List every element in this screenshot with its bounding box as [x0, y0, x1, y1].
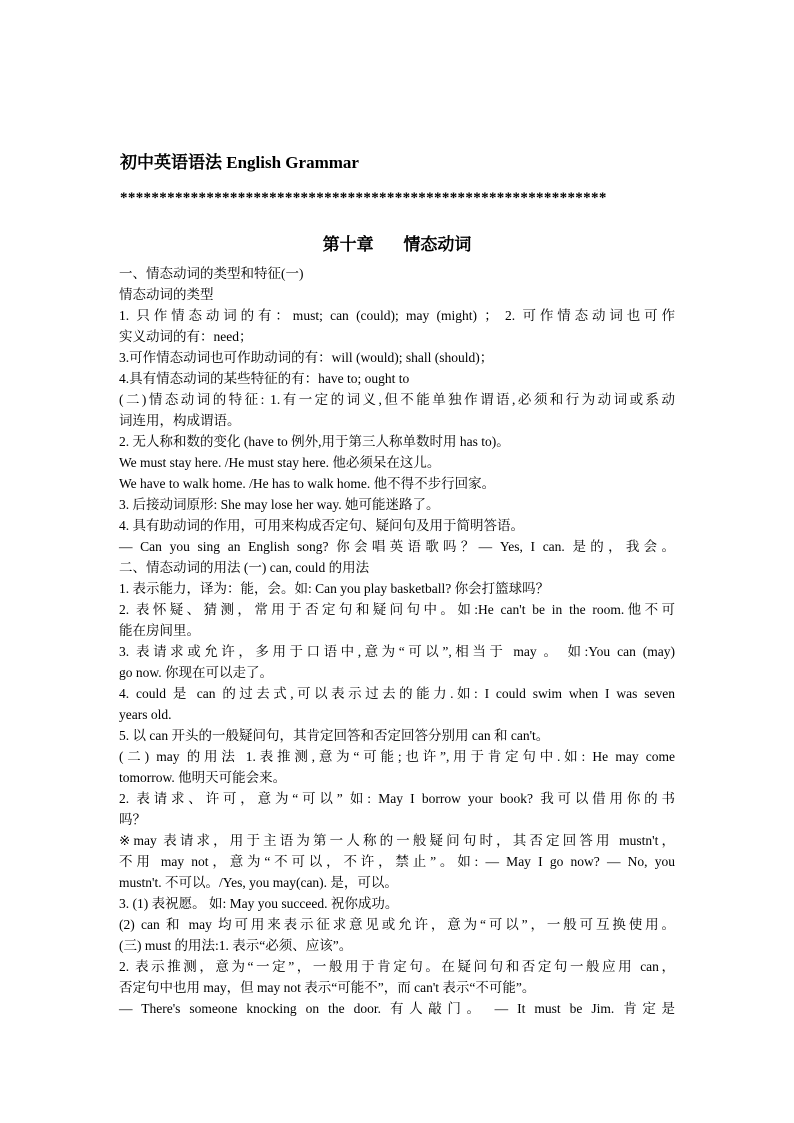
body-line: 1. 表示能力，译为：能，会。如: Can you play basketball? 你会打篮球吗？	[119, 581, 550, 596]
document-title: 初中英语语法 English Grammar	[120, 153, 359, 172]
body-line: 3.可作情态动词也可作助动词的有：will (would); shall (should)；	[119, 350, 494, 365]
separator-line: **************************************************************	[120, 190, 607, 206]
body-line: (二) may 的用法 1.表推测,意为“可能;也许”,用于肯定句中.如: He may come	[119, 749, 675, 764]
document-body	[119, 263, 675, 1019]
body-line: mustn't. 不可以。/Yes, you may(can). 是，可以。	[119, 875, 398, 890]
chapter-heading: 第十章 情态动词	[322, 235, 472, 254]
body-line: 2. 无人称和数的变化 (have to 例外,用于第三人称单数时用 has to)。	[119, 434, 510, 449]
body-line: — There's someone knocking on the door. 有人敲门。 — It must be Jim. 肯定是	[119, 1001, 675, 1016]
body-line: 2. 表示推测，意为“一定”，一般用于肯定句。在疑问句和否定句一般应用 can，	[119, 959, 675, 974]
body-line: 3. (1) 表祝愿。 如: May you succeed. 祝你成功。	[119, 896, 399, 911]
body-line: 能在房间里。	[119, 623, 200, 638]
body-line: 否定句中也用 may，但 may not 表示“可能不”，而 can't 表示“不可能”。	[119, 980, 536, 995]
body-line: 情态动词的类型	[119, 287, 214, 302]
body-line: go now. 你现在可以走了。	[119, 665, 273, 680]
body-line: 5. 以 can 开头的一般疑问句，其肯定回答和否定回答分别用 can 和 can't。	[119, 728, 550, 743]
body-line: 2. 表请求、许可，意为“可以” 如: May I borrow your book? 我可以借用你的书	[119, 791, 675, 806]
body-line: — Can you sing an English song? 你会唱英语歌吗？— Yes, I can. 是的，我会。	[119, 539, 675, 554]
body-line: 4. 具有助动词的作用，可用来构成否定句、疑问句及用于简明答语。	[119, 518, 524, 533]
body-line: (2) can 和 may 均可用来表示征求意见或允许，意为“可以”，一般可互换使用。	[119, 917, 675, 932]
body-line: 2. 表怀疑、猜测，常用于否定句和疑问句中。如:He can't be in the room.他不可	[119, 602, 675, 617]
body-line: 4.具有情态动词的某些特征的有：have to; ought to	[119, 371, 410, 386]
body-line: (三) must 的用法:1. 表示“必须、应该”。	[119, 938, 353, 953]
body-line: 3. 后接动词原形: She may lose her way. 她可能迷路了。	[119, 497, 440, 512]
body-line: 二、情态动词的用法 (一) can, could 的用法	[119, 560, 370, 575]
body-line: 一、情态动词的类型和特征(一)	[119, 266, 304, 281]
body-line: 吗？	[119, 812, 146, 827]
body-line: 词连用，构成谓语。	[119, 413, 241, 428]
body-line: 3. 表请求或允许，多用于口语中,意为“可以”,相当于 may 。 如:You can (may)	[119, 644, 675, 659]
body-line: 1. 只作情态动词的有：must; can (could); may (might) ； 2. 可作情态动词也可作	[119, 308, 675, 323]
body-line: We must stay here. /He must stay here. 他必须呆在这儿。	[119, 455, 441, 470]
body-line: 实义动词的有：need；	[119, 329, 253, 344]
body-line: years old.	[119, 707, 172, 722]
body-line: We have to walk home. /He has to walk home. 他不得不步行回家。	[119, 476, 496, 491]
body-line: tomorrow. 他明天可能会来。	[119, 770, 287, 785]
body-line: (二)情态动词的特征: 1.有一定的词义,但不能单独作谓语,必须和行为动词或系动	[119, 392, 675, 407]
body-line: 4. could 是 can 的过去式,可以表示过去的能力.如: I could swim when I was seven	[119, 686, 675, 701]
body-line: ※may 表请求，用于主语为第一人称的一般疑问句时，其否定回答用 mustn't，	[119, 833, 675, 848]
body-line: 不用 may not，意为“不可以，不许，禁止”。如: — May I go now? — No, you	[119, 854, 675, 869]
